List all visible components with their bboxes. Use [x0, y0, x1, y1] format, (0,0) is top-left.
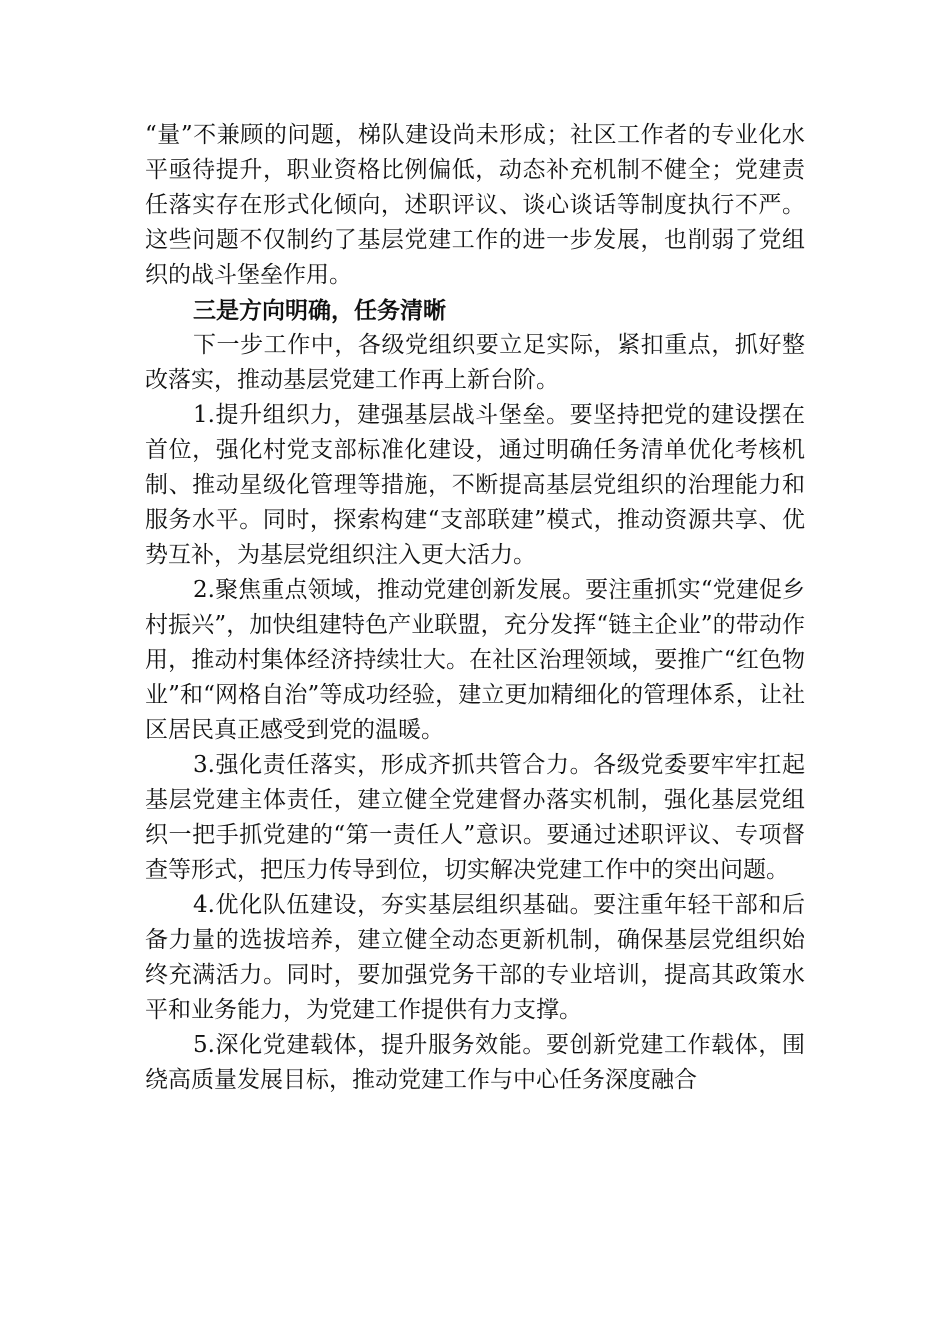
section-heading: 三是方向明确，任务清晰 [193, 297, 446, 324]
paragraph-problems: “量”不兼顾的问题，梯队建设尚未形成；社区工作者的专业化水平亟待提升，职业资格比例偏低，动态补充机制不健全；党建责任落实存在形式化倾向，述职评议、谈心谈话等制度执行不严。这些问题不仅制约了基层党建工作的进一步发展，也削弱了党组织的战斗堡垒作用。 [145, 122, 805, 288]
paragraph-item-3: 3.强化责任落实，形成齐抓共管合力。各级党委要牢牢扛起基层党建主体责任，建立健全党建督办落实机制，强化基层党组织一把手抓党建的“第一责任人”意识。要通过述职评议、专项督查等形式，把压力传导到位，切实解决党建工作中的突出问题。 [145, 752, 805, 883]
paragraph-item-2: 2.聚焦重点领域，推动党建创新发展。要注重抓实“党建促乡村振兴”，加快组建特色产业联盟，充分发挥“链主企业”的带动作用，推动村集体经济持续壮大。在社区治理领域，要推广“红色物业”和“网格自治”等成功经验，建立更加精细化的管理体系，让社区居民真正感受到党的温暖。 [145, 577, 805, 743]
paragraph-next-steps: 下一步工作中，各级党组织要立足实际，紧扣重点，抓好整改落实，推动基层党建工作再上新台阶。 [145, 332, 805, 393]
paragraph-item-5: 5.深化党建载体，提升服务效能。要创新党建工作载体，围绕高质量发展目标，推动党建工作与中心任务深度融合 [145, 1032, 805, 1093]
document-page [145, 118, 805, 1098]
paragraph-item-1: 1.提升组织力，建强基层战斗堡垒。要坚持把党的建设摆在首位，强化村党支部标准化建设，通过明确任务清单优化考核机制、推动星级化管理等措施，不断提高基层党组织的治理能力和服务水平。同时，探索构建“支部联建”模式，推动资源共享、优势互补，为基层党组织注入更大活力。 [145, 402, 805, 568]
paragraph-item-4: 4.优化队伍建设，夯实基层组织基础。要注重年轻干部和后备力量的选拔培养，建立健全动态更新机制，确保基层党组织始终充满活力。同时，要加强党务干部的专业培训，提高其政策水平和业务能力，为党建工作提供有力支撑。 [145, 892, 805, 1023]
